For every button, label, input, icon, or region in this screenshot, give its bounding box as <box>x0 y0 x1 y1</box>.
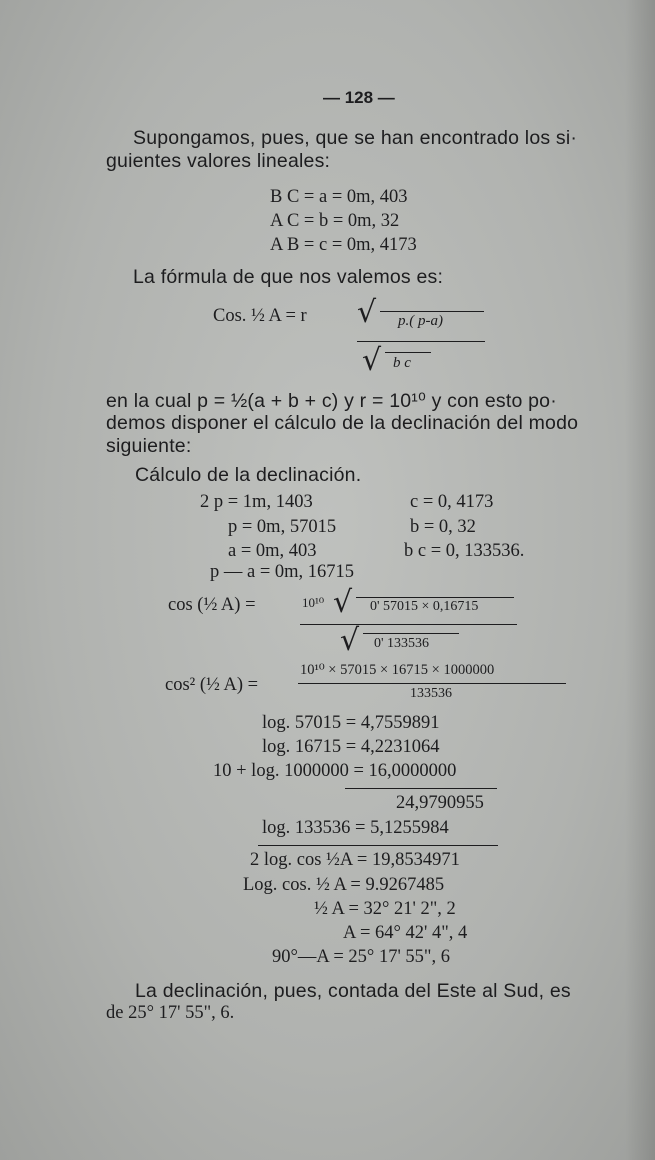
cos-den-radicand: 0' 133536 <box>374 636 430 651</box>
page-number: — 128 — <box>323 88 395 107</box>
explanation-line-3: siguiente: <box>106 435 192 457</box>
log-1000000: 10 + log. 1000000 = 16,0000000 <box>213 761 457 781</box>
intro-line-1: Supongamos, pues, que se han encontrado los si· <box>133 127 578 149</box>
fraction-bar <box>357 341 485 342</box>
result-log-cos: Log. cos. ½ A = 9.9267485 <box>243 875 445 895</box>
square-root-sign: √ <box>333 585 353 620</box>
calc-right-c: c = 0, 4173 <box>410 492 494 512</box>
cos-lhs: cos (½ A) = <box>168 595 256 615</box>
calc-left-p-minus-a: p — a = 0m, 16715 <box>210 562 355 582</box>
fraction-bar <box>300 624 517 625</box>
subtraction-line <box>258 845 498 846</box>
square-root-sign: √ <box>362 343 382 378</box>
log-sum: 24,9790955 <box>396 793 484 813</box>
log-57015: log. 57015 = 4,7559891 <box>262 713 440 733</box>
log-133536: log. 133536 = 5,1255984 <box>262 818 449 838</box>
explanation-line-1: en la cual p = ½(a + b + c) y r = 10¹⁰ y con esto po· <box>106 390 557 412</box>
formula-denominator-radicand: b c <box>393 355 411 371</box>
conclusion-line-1: La declinación, pues, contada del Este al Sud, es <box>135 980 571 1002</box>
result-90-minus-a: 90°—A = 25° 17' 55", 6 <box>272 947 450 967</box>
conclusion-line-2: de 25° 17' 55", 6. <box>106 1003 235 1023</box>
page-edge-shadow <box>625 0 655 1160</box>
formula-numerator-radicand: p.( p-a) <box>398 313 443 329</box>
square-root-sign: √ <box>340 623 360 658</box>
sum-line <box>345 788 497 789</box>
cos2-numerator: 10¹⁰ × 57015 × 16715 × 1000000 <box>300 662 495 678</box>
cos2-lhs: cos² (½ A) = <box>165 675 259 695</box>
explanation-line-2: demos disponer el cálculo de la declinación del modo <box>106 412 579 434</box>
value-ab: A B = c = 0m, 4173 <box>270 235 417 255</box>
intro-line-2: guientes valores lineales: <box>106 150 331 172</box>
calc-left-a: a = 0m, 403 <box>228 541 317 561</box>
cos-num-radicand: 0' 57015 × 0,16715 <box>370 599 479 614</box>
cos2-denominator: 133536 <box>410 686 452 701</box>
formula-lhs: Cos. ½ A = r <box>213 306 307 326</box>
result-half-a: ½ A = 32° 21' 2", 2 <box>314 899 456 919</box>
result-a: A = 64° 42' 4", 4 <box>343 923 468 943</box>
section-title: Cálculo de la declinación. <box>135 464 362 486</box>
calc-right-bc: b c = 0, 133536. <box>404 541 525 561</box>
result-2log-cos: 2 log. cos ½A = 19,8534971 <box>250 850 460 870</box>
calc-left-p: p = 0m, 57015 <box>228 517 337 537</box>
calc-left-2p: 2 p = 1m, 1403 <box>200 492 313 512</box>
log-16715: log. 16715 = 4,2231064 <box>262 737 440 757</box>
fraction-bar <box>298 683 566 684</box>
value-bc: B C = a = 0m, 403 <box>270 187 408 207</box>
calc-right-b: b = 0, 32 <box>410 517 476 537</box>
value-ac: A C = b = 0m, 32 <box>270 211 400 231</box>
cos-coefficient: 10¹⁰ <box>302 595 325 610</box>
formula-intro: La fórmula de que nos valemos es: <box>133 266 444 288</box>
square-root-sign: √ <box>357 295 377 330</box>
